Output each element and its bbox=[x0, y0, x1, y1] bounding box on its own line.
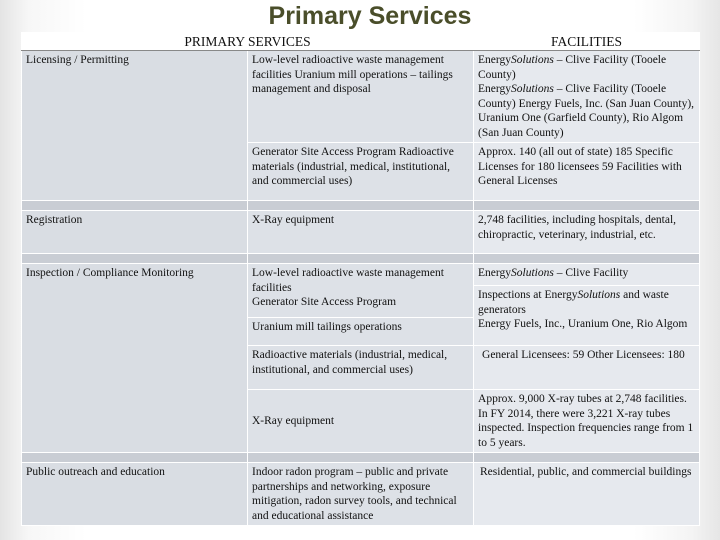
facility-text: – Clive Facility (Tooele County) bbox=[478, 54, 667, 81]
program-text: Generator Site Access Program bbox=[252, 296, 397, 308]
program-cell: Radioactive materials (industrial, medical, institutional, and commercial uses) bbox=[248, 346, 474, 390]
table-row bbox=[22, 264, 700, 286]
header-facilities: FACILITIES bbox=[474, 33, 700, 51]
program-cell bbox=[248, 264, 474, 318]
table-row bbox=[22, 463, 700, 526]
facility-italic: Solutions bbox=[511, 267, 554, 279]
facility-text: Inspections at Energy bbox=[478, 289, 578, 301]
facility-cell: Approx. 9,000 X-ray tubes at 2,748 facilities. In FY 2014, there were 3,221 X-ray tubes inspected. Inspection frequencies range from 1 to 5 years. bbox=[474, 390, 700, 453]
facility-cell bbox=[474, 286, 700, 346]
facility-text: Energy Fuels, Inc., Uranium One, Rio Algom bbox=[478, 318, 688, 330]
program-cell: X-Ray equipment bbox=[248, 390, 474, 453]
facility-cell bbox=[474, 51, 700, 143]
facility-text: Energy bbox=[478, 83, 512, 95]
facility-cell: Residential, public, and commercial buildings bbox=[474, 463, 700, 526]
row-separator bbox=[22, 201, 700, 211]
category-inspection: Inspection / Compliance Monitoring bbox=[22, 264, 248, 453]
category-licensing: Licensing / Permitting bbox=[22, 51, 248, 201]
facility-cell: Approx. 140 (all out of state) 185 Specific Licenses for 180 licensees 59 Facilities with General Licenses bbox=[474, 143, 700, 201]
facility-text: – Clive Facility (Tooele County) Energy Fuels, Inc. (San Juan County), Uranium One (Garfield County), Rio Algom (San Juan County) bbox=[478, 83, 695, 139]
facility-cell bbox=[474, 264, 700, 286]
facility-text: and waste generators bbox=[478, 289, 669, 316]
program-cell: Uranium mill tailings operations bbox=[248, 318, 474, 346]
row-separator bbox=[22, 453, 700, 463]
facility-text: – Clive Facility bbox=[553, 267, 629, 279]
header-primary-services: PRIMARY SERVICES bbox=[22, 33, 474, 51]
facility-text: Energy bbox=[478, 267, 512, 279]
program-cell: Low-level radioactive waste management facilities Uranium mill operations – tailings management and disposal bbox=[248, 51, 474, 143]
facility-italic: Solutions bbox=[511, 83, 554, 95]
row-separator bbox=[22, 254, 700, 264]
services-table bbox=[21, 32, 700, 526]
program-cell: X-Ray equipment bbox=[248, 211, 474, 254]
header-row bbox=[22, 33, 700, 51]
slide-title: Primary Services bbox=[268, 2, 472, 30]
facility-text: Energy bbox=[478, 54, 512, 66]
program-cell: Generator Site Access Program Radioactive materials (industrial, medical, institutional, and commercial uses) bbox=[248, 143, 474, 201]
facility-italic: Solutions bbox=[577, 289, 621, 301]
category-registration: Registration bbox=[22, 211, 248, 254]
table-row bbox=[22, 211, 700, 254]
facility-italic: Solutions bbox=[511, 54, 554, 66]
table-row bbox=[22, 51, 700, 143]
facility-cell: 2,748 facilities, including hospitals, dental, chiropractic, veterinary, industrial, etc. bbox=[474, 211, 700, 254]
program-cell: Indoor radon program – public and private partnerships and networking, exposure mitigation, radon survey tools, and technical and educational assistance bbox=[248, 463, 474, 526]
program-text: Low-level radioactive waste management facilities bbox=[252, 267, 444, 294]
facility-cell: General Licensees: 59 Other Licensees: 180 bbox=[474, 346, 700, 390]
category-outreach: Public outreach and education bbox=[22, 463, 248, 526]
